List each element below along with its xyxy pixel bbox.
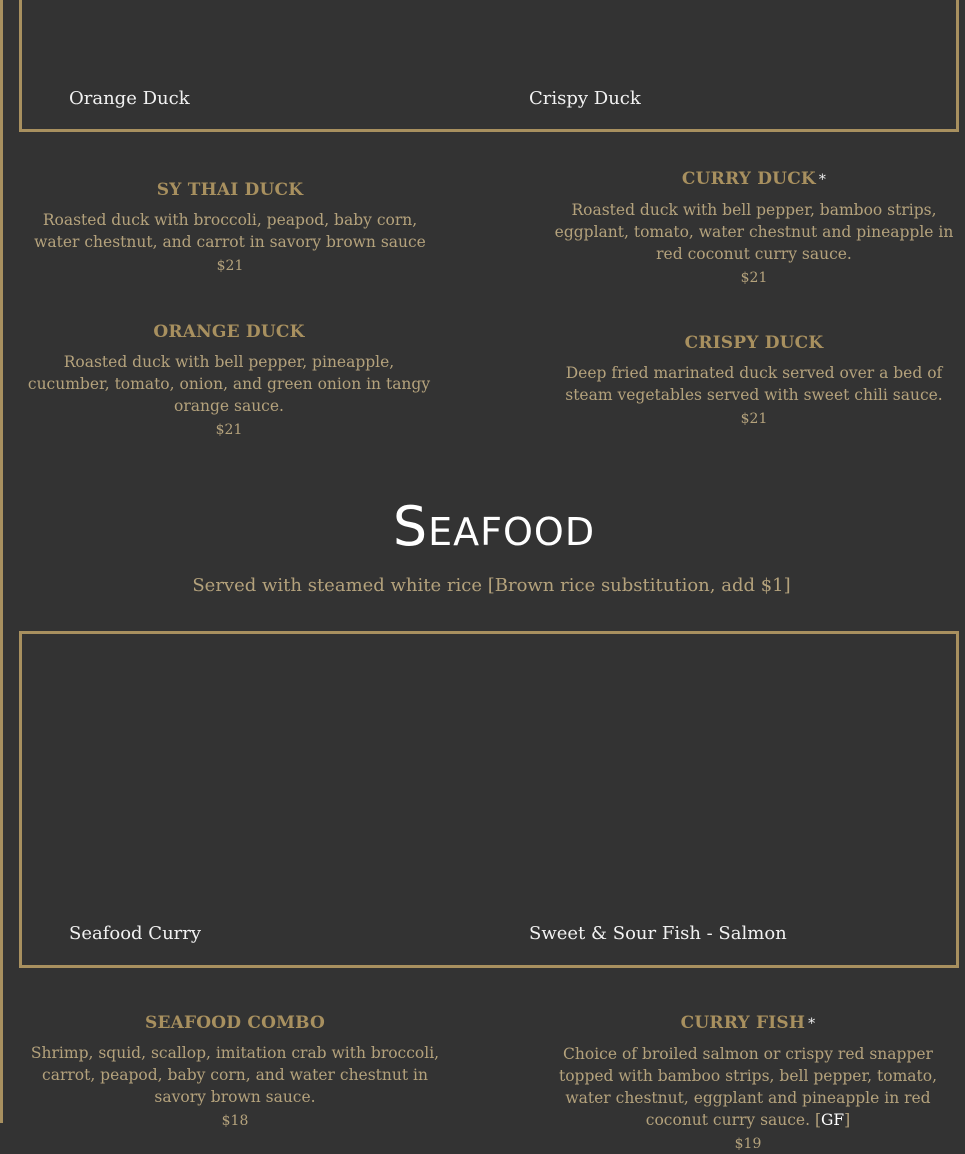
section-subtitle-seafood: Served with steamed white rice [Brown rice substitution, add $1] [192,575,791,596]
item-description: Deep fried marinated duck served over a bed of steam vegetables served with sweet chili sauce. [565,364,943,404]
item-title: SY THAI DUCK [156,180,304,200]
menu-item-orange-duck [24,321,434,440]
gallery-caption-orange-duck[interactable]: Orange Duck [69,88,190,109]
menu-item-crispy-duck [552,332,956,429]
item-price: $21 [216,258,244,274]
menu-item-curry-fish [537,1012,959,1154]
gallery-caption-sweet-sour-fish-salmon[interactable]: Sweet & Sour Fish - Salmon [529,923,787,944]
gallery-caption-seafood-curry[interactable]: Seafood Curry [69,923,202,944]
section-title-seafood: Seafood [392,495,596,558]
item-description: Choice of broiled salmon or crispy red snapper topped with bamboo strips, bell pepper, tomato, water chestnut, eggplant and pineapple in red coconut curry sauce. [GF] [558,1045,938,1129]
item-price: $21 [740,270,768,286]
item-title: CURRY DUCK * [681,169,827,189]
item-price: $18 [221,1113,249,1129]
gluten-free-badge: GF [821,1111,845,1129]
duck-photo-gallery[interactable] [19,0,959,132]
item-title: CRISPY DUCK [684,333,824,353]
gallery-caption-crispy-duck[interactable]: Crispy Duck [529,88,641,109]
item-title: SEAFOOD COMBO [144,1013,326,1033]
item-description: Roasted duck with broccoli, peapod, baby corn, water chestnut, and carrot in savory brown sauce [34,211,426,251]
item-title: CURRY FISH * [680,1013,816,1033]
menu-item-sy-thai-duck [30,179,430,276]
seafood-photo-gallery[interactable] [19,631,959,968]
item-price: $21 [740,411,768,427]
item-title: ORANGE DUCK [153,322,305,342]
item-description: Roasted duck with bell pepper, bamboo strips, eggplant, tomato, water chestnut and pineapple in red coconut curry sauce. [554,201,954,263]
item-price: $19 [734,1136,762,1152]
item-price: $21 [215,422,243,438]
item-description: Roasted duck with bell pepper, pineapple, cucumber, tomato, onion, and green onion in tangy orange sauce. [27,353,431,415]
menu-item-curry-duck [548,168,960,288]
spicy-marker: * [808,1016,816,1032]
menu-item-seafood-combo [30,1012,440,1131]
item-description: Shrimp, squid, scallop, imitation crab with broccoli, carrot, peapod, baby corn, and water chestnut in savory brown sauce. [30,1044,440,1106]
spicy-marker: * [818,172,827,188]
